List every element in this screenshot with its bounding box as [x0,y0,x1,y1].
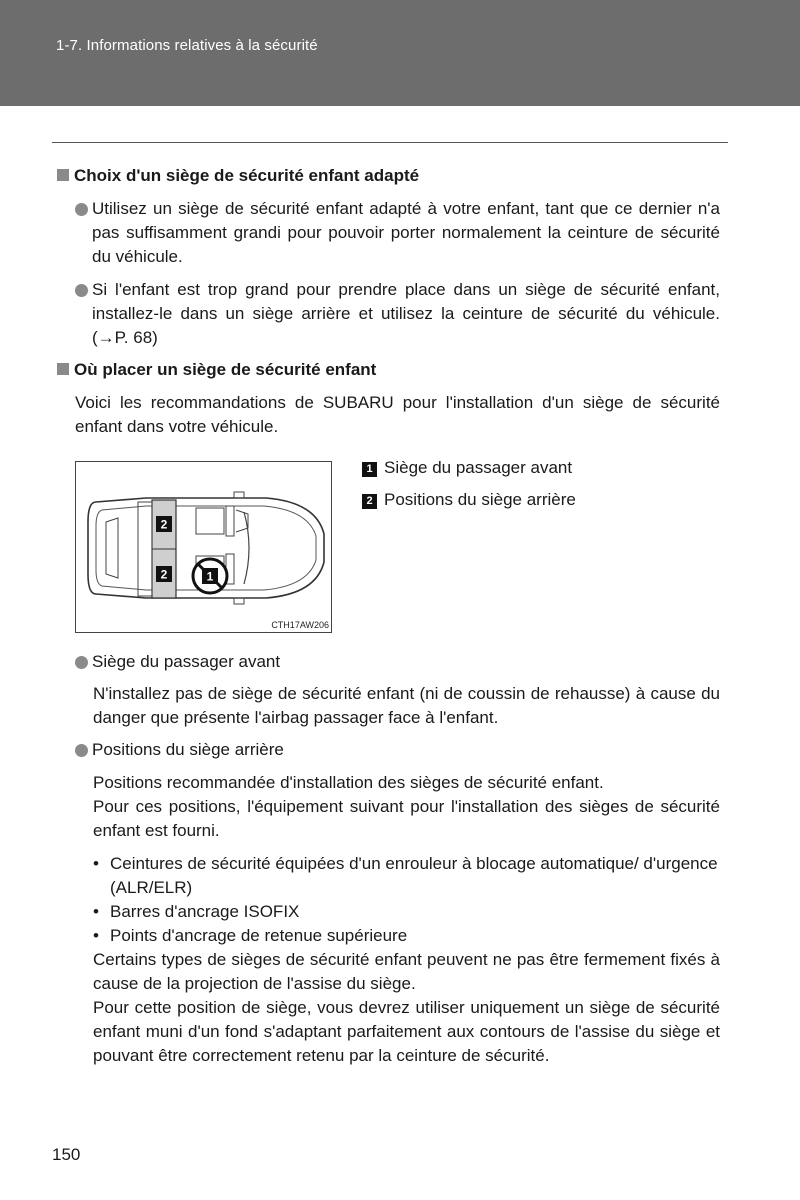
note-paragraph: Certains types de sièges de sécurité enfant peuvent ne pas être fermement fixés à cause de la projection de l'assise du siège. [93,950,720,993]
number-1-icon: 1 [362,462,377,477]
intro-paragraph: Voici les recommandations de SUBARU pour l'installation d'un siège de sécurité enfant dans votre véhicule. [75,393,720,436]
section-heading-choice [57,164,419,188]
bullet-text: Utilisez un siège de sécurité enfant adapté à votre enfant, tant que ce dernier n'a pas suffisamment grandi pour pouvoir porter normalement la ceinture de sécurité du véhicule. [92,199,720,266]
square-bullet-icon [57,169,69,181]
section-heading-text: Choix d'un siège de sécurité enfant adapté [74,166,420,185]
section-heading-text: Où placer un siège de sécurité enfant [74,360,377,379]
bullet-item [75,197,720,269]
circle-bullet-icon [75,203,88,216]
car-top-view-illustration [76,462,331,632]
list-item [93,852,720,900]
list-item-text: Ceintures de sécurité équipées d'un enrouleur à blocage automatique/ d'urgence (ALR/ELR) [110,854,718,897]
front-seat-paragraph: N'installez pas de siège de sécurité enfant (ni de coussin de rehausse) à cause du danger que présente l'airbag passager face à l'enfant. [93,684,720,727]
circle-bullet-icon [75,656,88,669]
legend-item-1 [362,456,572,480]
bullet-text: Si l'enfant est trop grand pour prendre place dans un siège de sécurité enfant, installez-le dans un siège arrière et utilisez la ceinture de sécurité du véhicule. (→P. 68) [92,280,720,347]
list-item-text: Barres d'ancrage ISOFIX [110,902,300,921]
list-item [93,900,720,924]
bullet-item-rear-seat [75,738,720,762]
number-2-icon: 2 [362,494,377,509]
rear-seat-marker: 2 [160,517,168,532]
figure-code: CTH17AW206 [271,620,329,630]
bullet-text: Positions du siège arrière [92,740,284,759]
page-number: 150 [52,1145,81,1164]
legend-item-2 [362,488,576,512]
rear-seat-paragraph: Pour ces positions, l'équipement suivant pour l'installation des sièges de sécurité enfant est fourni. [93,797,720,840]
list-bullet-mark: • [93,854,99,873]
list-bullet-mark: • [93,926,99,945]
legend-label: Positions du siège arrière [384,490,576,509]
list-item [93,924,720,948]
circle-bullet-icon [75,284,88,297]
section-heading-placement [57,358,376,382]
divider [52,142,728,143]
legend-label: Siège du passager avant [384,458,573,477]
rear-seat-marker: 2 [160,567,168,582]
rear-seat-paragraph: Positions recommandée d'installation des sièges de sécurité enfant. [93,773,604,792]
seating-diagram [75,461,332,633]
header-band [0,0,800,106]
bullet-text: Siège du passager avant [92,652,281,671]
section-title: 1-7. Informations relatives à la sécurité [56,37,318,54]
circle-bullet-icon [75,744,88,757]
bullet-item-front-seat [75,650,720,674]
list-bullet-mark: • [93,902,99,921]
bullet-item [75,278,720,350]
note-paragraph: Pour cette position de siège, vous devrez utiliser uniquement un siège de sécurité enfant muni d'un fond s'adaptant parfaitement aux contours de l'assise du siège et pouvant être correctement retenu par la ceinture de sécurité. [93,998,720,1065]
square-bullet-icon [57,363,69,375]
front-seat-marker: 1 [206,569,214,584]
list-item-text: Points d'ancrage de retenue supérieure [110,926,408,945]
